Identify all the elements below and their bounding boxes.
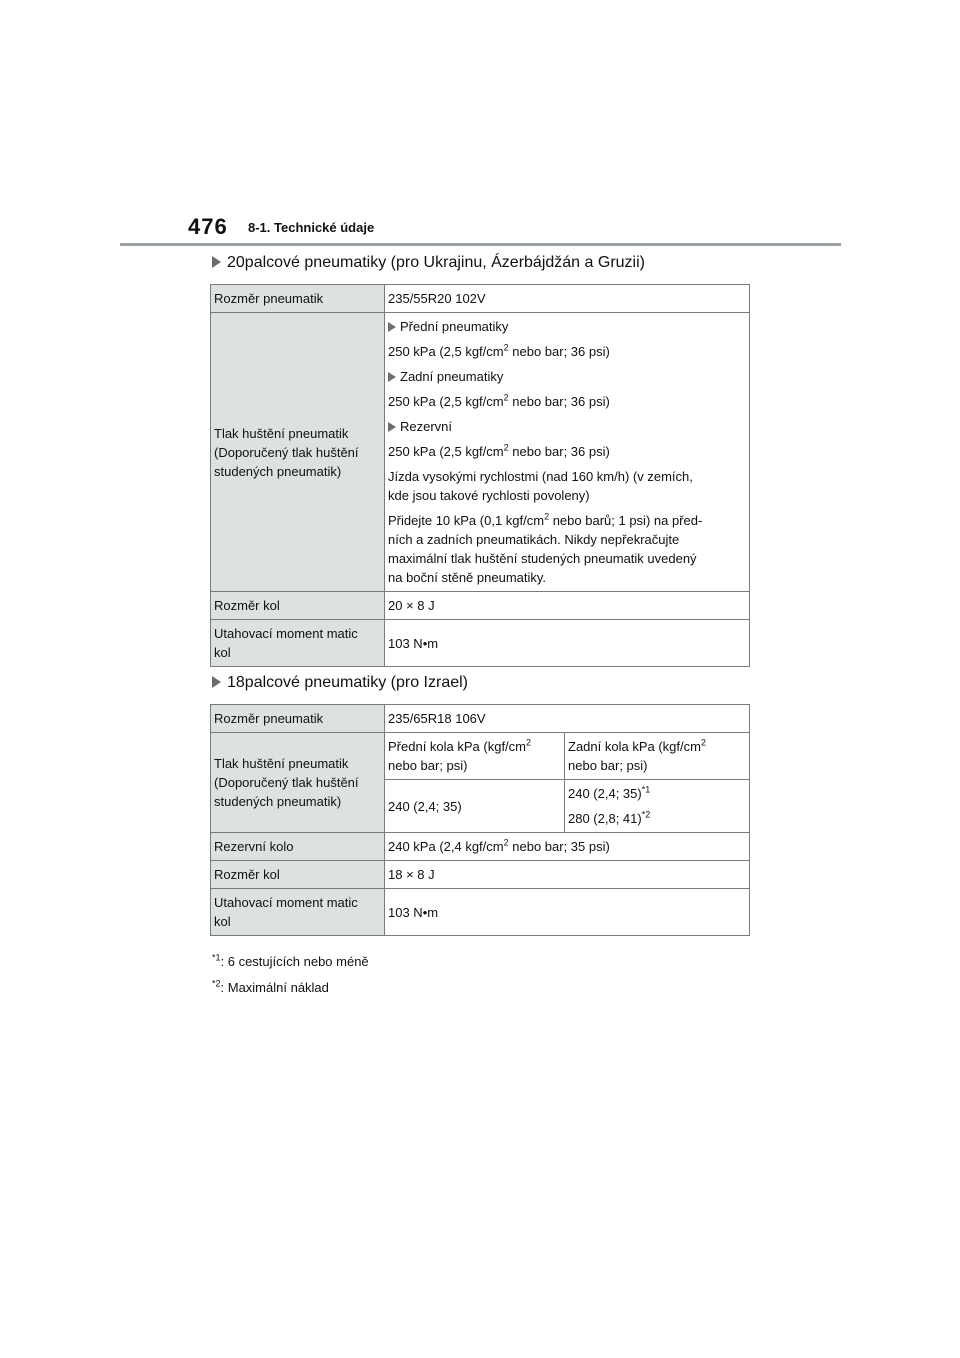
pressure-label: [211, 313, 385, 592]
pressure-label-line: studených pneumatik): [214, 463, 342, 479]
value-text: Přidejte 10 kPa (0,1 kgf/cm: [388, 513, 545, 528]
torque-value: 103 N•m: [385, 889, 750, 936]
value-text: nebo bar; 36 psi): [508, 444, 610, 459]
wheel-size-label: Rozměr kol: [211, 592, 385, 620]
triangle-bullet-icon: [388, 322, 396, 332]
page-number: 476: [188, 214, 228, 239]
tire-size-value: 235/55R20 102V: [385, 285, 750, 313]
wheel-size-value: 20 × 8 J: [385, 592, 750, 620]
rear-wheels-values: [565, 780, 750, 833]
footnote-1: [212, 954, 369, 969]
value-text: 240 (2,4; 35): [568, 786, 642, 801]
value-text: nebo barů; 1 psi) na před-: [549, 513, 703, 528]
section-title: 8-1. Technické údaje: [248, 220, 375, 235]
value-text: 280 (2,8; 41): [568, 811, 642, 826]
superscript: 2: [700, 737, 706, 748]
pressure-label-line: Tlak huštění pneumatik: [214, 756, 349, 771]
rear-value-line: [568, 784, 746, 803]
table-row: [211, 861, 750, 889]
triangle-bullet-icon: [388, 372, 396, 382]
rear-tires-value: [388, 392, 746, 411]
pressure-label-line: (Doporučený tlak huštění: [214, 444, 359, 460]
note-line: [388, 511, 746, 530]
front-wheels-header: [385, 733, 565, 780]
note-line: Jízda vysokými rychlostmi (nad 160 km/h) (v zemích,: [388, 469, 693, 484]
table-row: [211, 733, 750, 780]
note-line: na boční stěně pneumatiky.: [388, 570, 547, 585]
superscript: 2: [503, 392, 509, 403]
block2-heading-text: 18palcové pneumatiky (pro Izrael): [227, 674, 469, 691]
footnote-text: : 6 cestujících nebo méně: [220, 954, 369, 969]
note-line: kde jsou takové rychlosti povoleny): [388, 488, 590, 503]
pressure-label-line: studených pneumatik): [214, 794, 342, 809]
wheel-size-label: Rozměr kol: [211, 861, 385, 889]
torque-label-line: kol: [214, 914, 231, 929]
footnote-mark: *1: [212, 952, 221, 963]
table-row: [211, 889, 750, 936]
header-divider: [120, 243, 841, 246]
spare-wheel-value: [385, 833, 750, 861]
block1-heading: [212, 254, 645, 272]
footnote-ref: *1: [641, 784, 651, 795]
table-row: [211, 620, 750, 667]
table-row: [211, 592, 750, 620]
footnote-text: : Maximální náklad: [220, 980, 329, 995]
superscript: 2: [503, 837, 509, 848]
rear-tires-heading: [388, 367, 746, 386]
superscript: 2: [503, 342, 509, 353]
triangle-bullet-icon: [212, 256, 221, 268]
spare-tire-heading: [388, 417, 746, 436]
footnote-ref: *2: [641, 809, 651, 820]
value-text: nebo bar; 35 psi): [508, 839, 610, 854]
high-speed-note: [388, 467, 746, 505]
superscript: 2: [503, 442, 509, 453]
wheel-size-value: 18 × 8 J: [385, 861, 750, 889]
torque-label-line: kol: [214, 645, 231, 660]
rear-wheels-header: [565, 733, 750, 780]
pressure-label-line: Tlak huštění pneumatik: [214, 425, 349, 441]
front-tires-value: [388, 342, 746, 361]
spec-table-20inch: [210, 284, 750, 667]
triangle-bullet-icon: [388, 422, 396, 432]
torque-label-line: Utahovací moment matic: [214, 626, 358, 641]
superscript: 2: [544, 511, 550, 522]
footnote-2: [212, 980, 329, 995]
triangle-bullet-icon: [212, 676, 221, 688]
value-text: nebo bar; 36 psi): [508, 344, 610, 359]
torque-label: [211, 620, 385, 667]
block2-heading: [212, 674, 468, 692]
spare-wheel-label: Rezervní kolo: [211, 833, 385, 861]
front-tires-heading-text: Přední pneumatiky: [400, 319, 509, 334]
front-wheels-value: 240 (2,4; 35): [385, 780, 565, 833]
pressure-label-line: (Doporučený tlak huštění: [214, 775, 359, 790]
spare-tire-value: [388, 442, 746, 461]
tire-size-value: 235/65R18 106V: [385, 705, 750, 733]
footnote-mark: *2: [212, 978, 221, 989]
header-text: nebo bar; psi): [568, 758, 648, 773]
header-text: Přední kola kPa (kgf/cm: [388, 739, 526, 754]
table-row: [211, 705, 750, 733]
header-text: Zadní kola kPa (kgf/cm: [568, 739, 701, 754]
block1-heading-text: 20palcové pneumatiky (pro Ukrajinu, Ázerbájdžán a Gruzii): [227, 254, 645, 271]
torque-label-line: Utahovací moment matic: [214, 895, 358, 910]
pressure-values: [385, 313, 750, 592]
torque-value: 103 N•m: [385, 620, 750, 667]
value-text: 250 kPa (2,5 kgf/cm: [388, 344, 504, 359]
table-row: [211, 285, 750, 313]
rear-value-line: [568, 809, 746, 828]
table-row: [211, 313, 750, 592]
tire-size-label: Rozměr pneumatik: [211, 285, 385, 313]
spare-tire-heading-text: Rezervní: [400, 419, 453, 434]
torque-label: [211, 889, 385, 936]
table-row: [211, 833, 750, 861]
value-text: 250 kPa (2,5 kgf/cm: [388, 394, 504, 409]
header-text: nebo bar; psi): [388, 758, 468, 773]
note-line: maximální tlak huštění studených pneumatik uvedený: [388, 551, 697, 566]
value-text: nebo bar; 36 psi): [508, 394, 610, 409]
tire-size-label: Rozměr pneumatik: [211, 705, 385, 733]
superscript: 2: [526, 737, 532, 748]
pressure-label: [211, 733, 385, 833]
spec-table-18inch: [210, 704, 750, 936]
front-tires-heading: [388, 317, 746, 336]
note-line: ních a zadních pneumatikách. Nikdy nepřekračujte: [388, 532, 680, 547]
value-text: 250 kPa (2,5 kgf/cm: [388, 444, 504, 459]
pressure-note: [388, 511, 746, 587]
rear-tires-heading-text: Zadní pneumatiky: [400, 369, 504, 384]
value-text: 240 kPa (2,4 kgf/cm: [388, 839, 504, 854]
